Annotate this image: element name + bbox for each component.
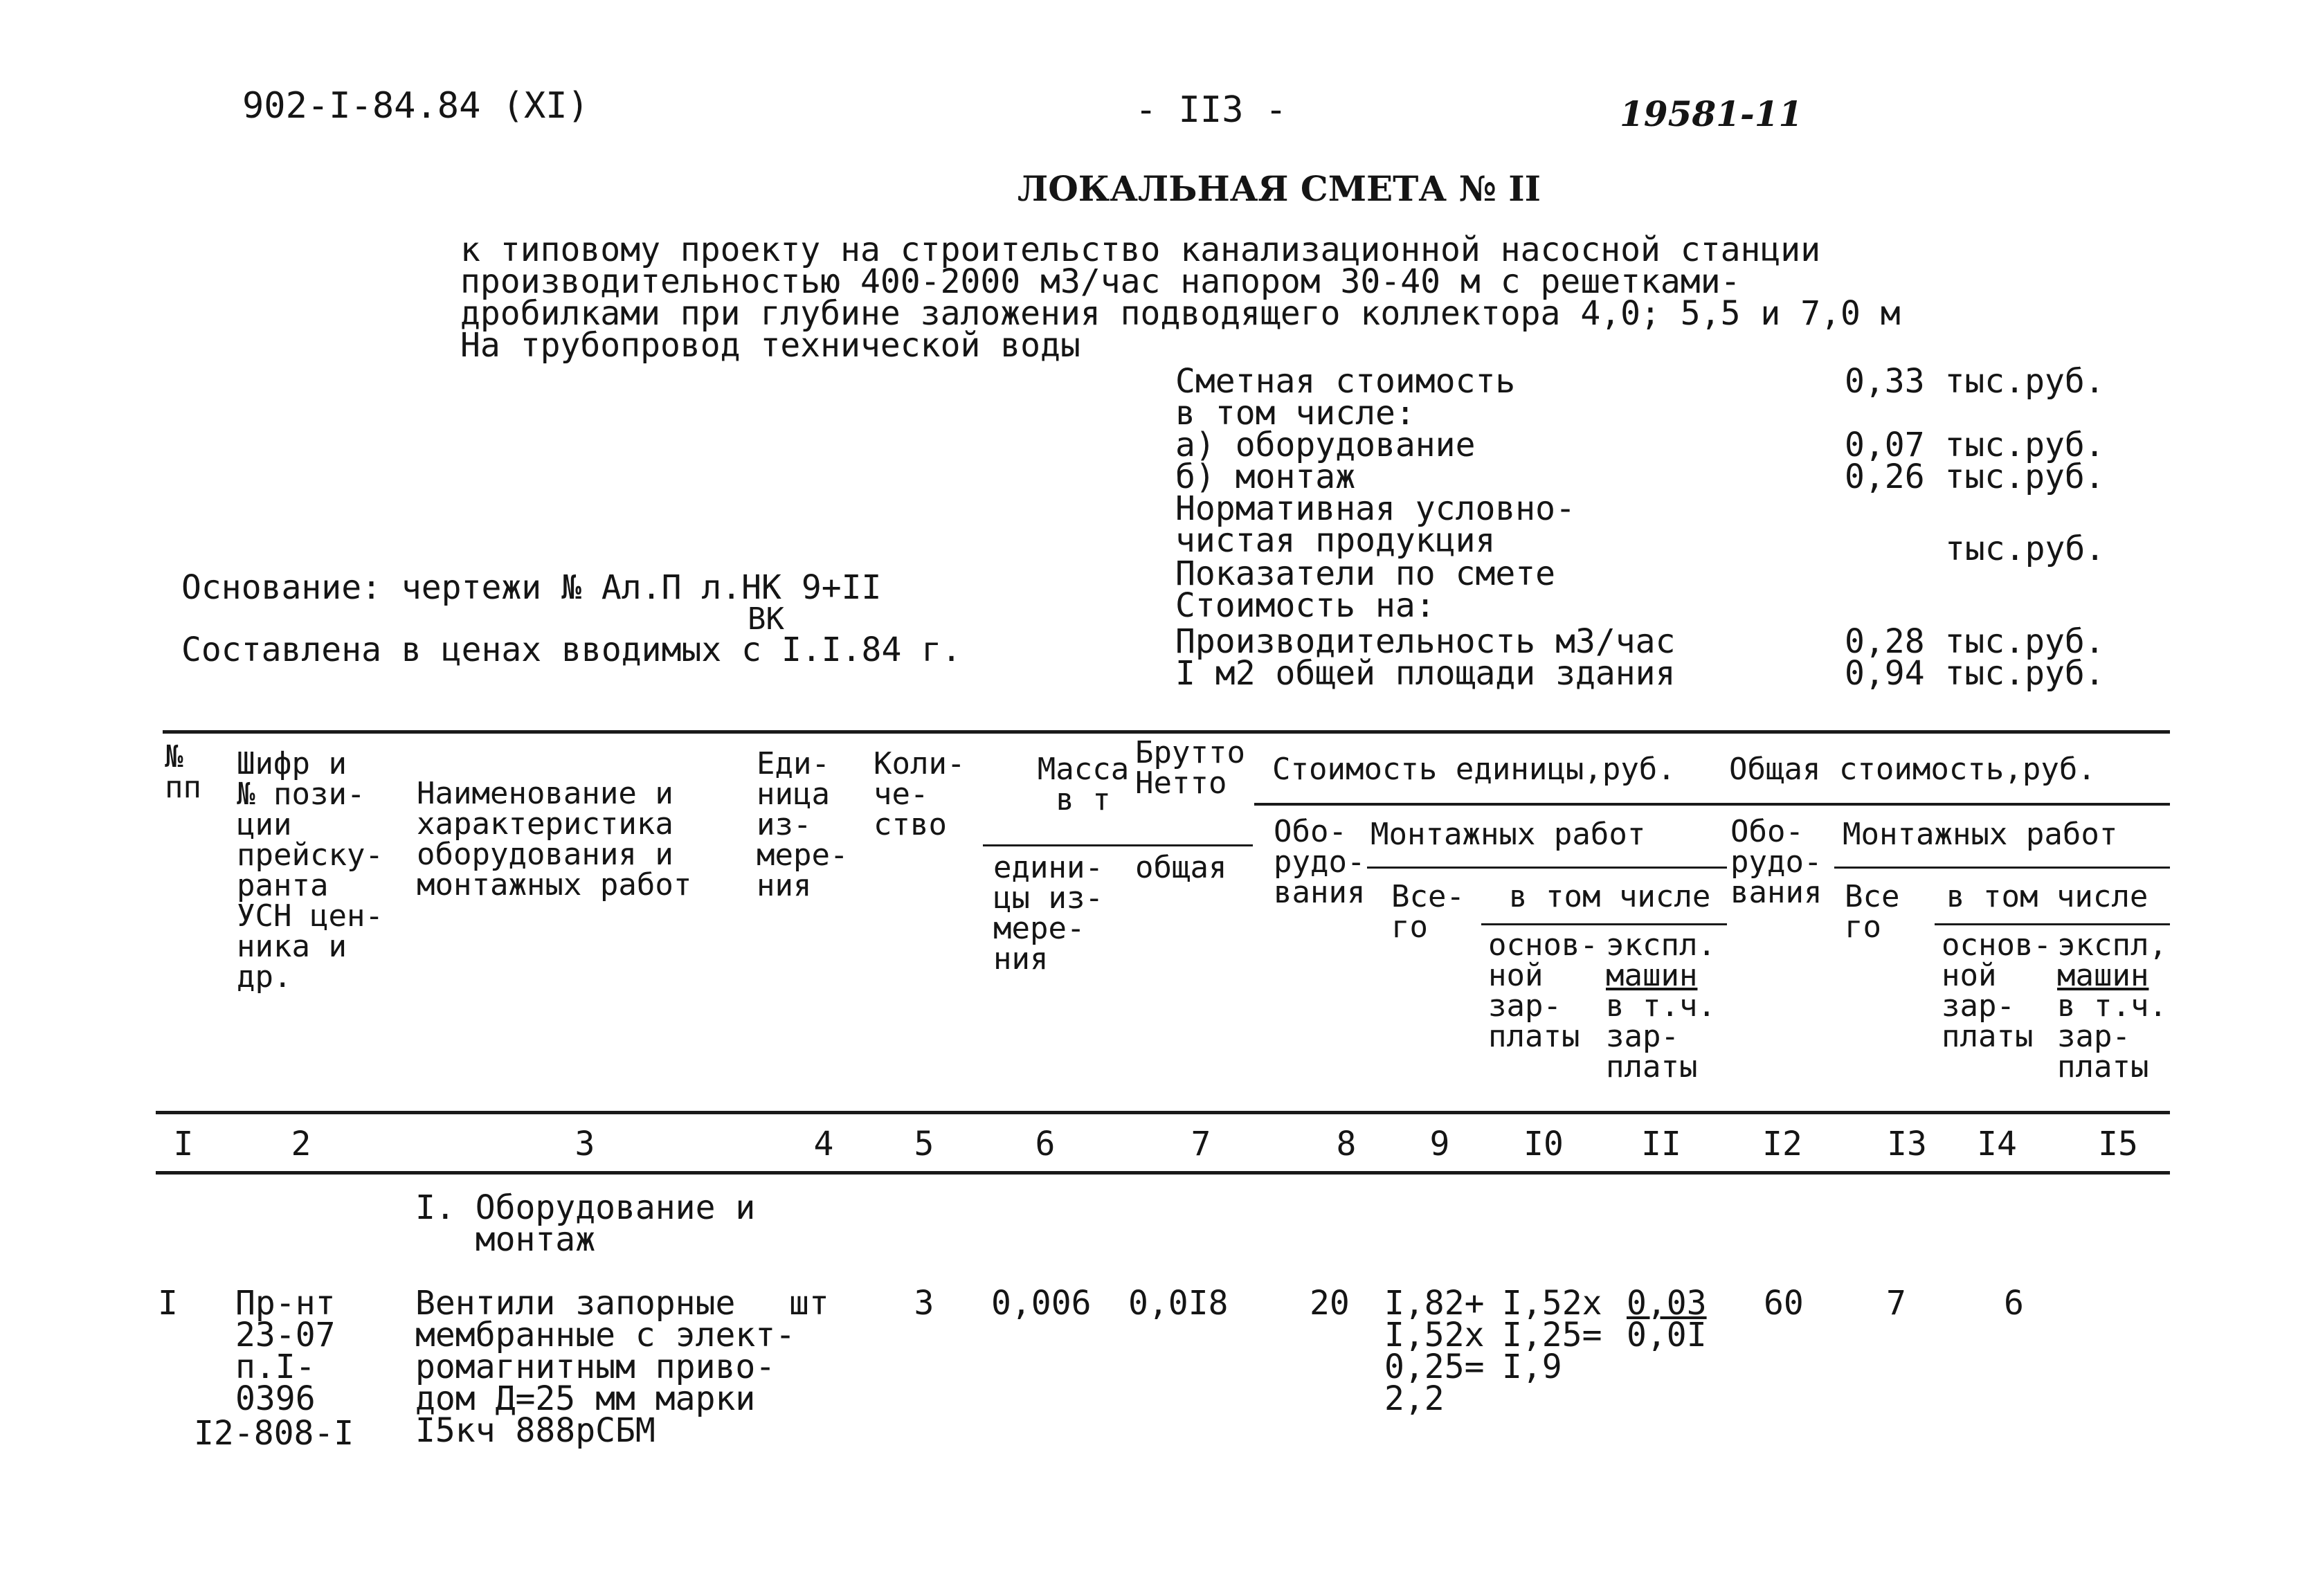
subtitle-line-2: производительностью 400-2000 м3/час напором 30-40 м с решетками- [460,262,1741,301]
estimate-title: ЛОКАЛЬНАЯ СМЕТА № II [1017,168,1541,209]
row-code: Пр-нт 23-07 п.I- 0396 [235,1284,336,1418]
row-total-equip: 60 [1764,1284,1804,1323]
column-number: 7 [1191,1125,1211,1163]
column-number: II [1641,1125,1681,1163]
header-quantity: Коли- че- ство [874,746,966,842]
summary-value: 0,33 тыс.руб. [1845,362,2105,401]
header-machines-salary: в т.ч. зар- платы [1606,988,1716,1085]
summary-label: Показатели по смете [1175,554,1556,593]
column-number: I [173,1125,194,1163]
registration-stamp: 19581-11 [1620,93,1803,134]
header-total-mont: Все го [1845,879,1900,945]
header-equip-cost: Обо- рудо- вания [1274,814,1366,910]
summary-label: I м2 общей площади здания [1175,654,1676,693]
header-split-rule [1254,803,2170,806]
mass-split-rule [983,844,1253,846]
row-total-base-salary: 6 [2004,1284,2024,1323]
header-brutto-netto: Брутто Нетто [1135,735,1245,801]
subtitle-line-3: дробилками при глубине заложения подводящего коллектора 4,0; 5,5 и 7,0 м [460,294,1901,333]
column-number: I2 [1762,1125,1802,1163]
header-total-mont-works: Монтажных работ [1843,817,2118,852]
column-number: I3 [1887,1125,1927,1163]
section-title: I. Оборудование и монтаж [415,1188,756,1259]
header-mass-total: общая [1135,850,1227,885]
colnum-bottom-rule [156,1171,2170,1175]
incl-split-rule [1935,923,2170,925]
incl-split-rule [1481,923,1727,925]
row-name: Вентили запорные мембранные с элект- ромагнитным приво- дом Д=25 мм марки I5кч 888рСБМ [415,1284,796,1450]
row-unit: шт [789,1284,829,1323]
header-total-machines: экспл, [2057,927,2167,963]
column-number: 2 [291,1125,311,1163]
header-machines: машин [1606,958,1698,993]
row-mass-total: 0,0I8 [1128,1284,1229,1323]
summary-value: 0,28 тыс.руб. [1845,622,2105,661]
basis-line: Основание: чертежи № Ал.П л.НК 9+II [181,568,882,607]
row-total-mont: 7 [1886,1284,1906,1323]
subtitle-line-4: На трубопровод технической воды [460,326,1080,365]
row-machines: 0,03 [1627,1284,1707,1323]
column-number: I4 [1977,1125,2017,1163]
header-total-equip: Обо- рудо- вания [1730,814,1822,910]
price-basis-line: Составлена в ценах вводимых с I.I.84 г. [181,631,962,669]
header-code: Шифр и № пози- ции прейску- ранта УСН цен- ника и др. [237,746,383,995]
header-machines: экспл. [1606,927,1716,963]
header-base-salary: основ- ной зар- платы [1488,927,1598,1054]
subtitle-line-1: к типовому проекту на строительство канализационной насосной станции [460,230,1821,269]
header-mont-total: Все- го [1391,879,1465,945]
row-machines-salary: 0,0I [1627,1316,1707,1354]
column-number: 5 [914,1125,934,1163]
summary-label: в том числе: [1175,394,1415,433]
header-unit: Еди- ница из- мере- ния [757,746,849,903]
summary-value: 0,94 тыс.руб. [1845,654,2105,693]
header-total-base-salary: основ- ной зар- платы [1942,927,2052,1054]
column-number: 8 [1336,1125,1357,1163]
row-code-extra: I2-808-I [194,1414,354,1453]
column-number: 6 [1035,1125,1056,1163]
row-mont-total: I,82+ I,52х 0,25= 2,2 [1384,1284,1485,1418]
column-number: I5 [2098,1125,2138,1163]
column-number: 4 [813,1125,834,1163]
header-total-machines-salary: в т.ч. зар- платы [2057,988,2167,1085]
basis-subscript: ВК [748,601,784,637]
summary-label: Нормативная условно- [1175,489,1575,528]
summary-label: б) монтаж [1175,457,1356,496]
header-total-cost: Общая стоимость,руб. [1729,752,2096,787]
header-name: Наименование и характеристика оборудования и монтажных работ [417,776,692,903]
summary-label: а) оборудование [1175,426,1476,464]
row-equip-cost: 20 [1310,1284,1350,1323]
row-mass-unit: 0,006 [991,1284,1092,1323]
header-bottom-rule [156,1111,2170,1114]
summary-label: Производительность м3/час [1175,622,1676,661]
column-number: I0 [1523,1125,1564,1163]
header-incl: в том числе [1509,879,1711,914]
column-number: 9 [1429,1125,1450,1163]
summary-label: Сметная стоимость [1175,362,1516,401]
row-base-salary: I,52х I,25= I,9 [1502,1284,1602,1386]
mont-split-rule [1367,867,1727,869]
summary-value: 0,26 тыс.руб. [1845,457,2105,496]
row-number: I [158,1284,178,1323]
summary-label: Стоимость на: [1175,586,1436,625]
document-code: 902-I-84.84 (XI) [242,85,589,127]
header-mont-works: Монтажных работ [1370,817,1646,852]
summary-label: чистая продукция [1175,521,1496,560]
summary-value: 0,07 тыс.руб. [1845,426,2105,464]
table-top-rule [163,730,2170,734]
header-row-number: № пп [165,739,201,805]
header-unit-cost: Стоимость единицы,руб. [1272,752,1676,787]
column-number: 3 [574,1125,595,1163]
summary-value: тыс.руб. [1945,529,2106,568]
header-total-incl: в том числе [1946,879,2148,914]
page-number: - II3 - [1135,89,1287,131]
header-mass: Масса в т [1037,752,1130,817]
mont-split-rule [1834,867,2170,869]
header-mass-unit: едини- цы из- мере- ния [993,850,1103,977]
row-quantity: 3 [914,1284,934,1323]
header-total-machines: машин [2057,958,2149,993]
